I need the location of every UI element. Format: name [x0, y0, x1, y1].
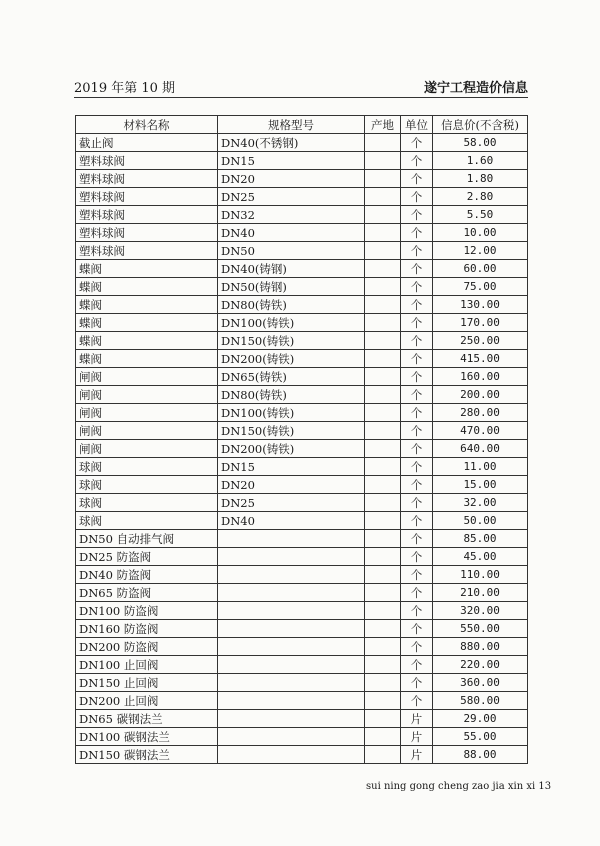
col-header-price: 信息价(不含税) [433, 116, 528, 134]
table-row [76, 332, 528, 350]
cell-price: 220.00 [433, 656, 528, 674]
cell-price: 550.00 [433, 620, 528, 638]
cell-unit: 个 [401, 188, 433, 206]
cell-name: 球阀 [76, 494, 218, 512]
cell-price: 29.00 [433, 710, 528, 728]
cell-spec: DN200(铸铁) [218, 350, 365, 368]
cell-price: 10.00 [433, 224, 528, 242]
cell-origin [365, 476, 401, 494]
cell-spec: DN50 [218, 242, 365, 260]
cell-spec: DN32 [218, 206, 365, 224]
cell-origin [365, 134, 401, 152]
cell-price: 250.00 [433, 332, 528, 350]
cell-unit: 个 [401, 152, 433, 170]
cell-origin [365, 188, 401, 206]
cell-spec [218, 710, 365, 728]
table-row [76, 188, 528, 206]
cell-price: 110.00 [433, 566, 528, 584]
cell-origin [365, 170, 401, 188]
cell-spec: DN150(铸铁) [218, 422, 365, 440]
cell-unit: 个 [401, 512, 433, 530]
table-row [76, 206, 528, 224]
cell-price: 200.00 [433, 386, 528, 404]
cell-price: 15.00 [433, 476, 528, 494]
cell-unit: 个 [401, 692, 433, 710]
cell-price: 58.00 [433, 134, 528, 152]
table-row [76, 386, 528, 404]
cell-name: 塑料球阀 [76, 242, 218, 260]
cell-name: 蝶阀 [76, 314, 218, 332]
table-row [76, 314, 528, 332]
cell-unit: 个 [401, 602, 433, 620]
cell-price: 45.00 [433, 548, 528, 566]
cell-unit: 个 [401, 134, 433, 152]
cell-unit: 个 [401, 620, 433, 638]
cell-origin [365, 548, 401, 566]
table-row [76, 530, 528, 548]
cell-name: 球阀 [76, 458, 218, 476]
cell-name: DN65 碳钢法兰 [76, 710, 218, 728]
cell-origin [365, 368, 401, 386]
cell-origin [365, 422, 401, 440]
cell-spec [218, 602, 365, 620]
cell-spec: DN65(铸铁) [218, 368, 365, 386]
cell-name: DN50 自动排气阀 [76, 530, 218, 548]
cell-spec [218, 638, 365, 656]
cell-unit: 个 [401, 584, 433, 602]
cell-origin [365, 260, 401, 278]
cell-unit: 个 [401, 674, 433, 692]
cell-spec [218, 620, 365, 638]
cell-unit: 个 [401, 350, 433, 368]
col-header-unit: 单位 [401, 116, 433, 134]
cell-price: 75.00 [433, 278, 528, 296]
cell-unit: 个 [401, 224, 433, 242]
cell-unit: 片 [401, 728, 433, 746]
table-row [76, 440, 528, 458]
cell-origin [365, 404, 401, 422]
cell-price: 5.50 [433, 206, 528, 224]
cell-spec: DN40 [218, 512, 365, 530]
table-row [76, 746, 528, 764]
cell-name: 塑料球阀 [76, 206, 218, 224]
table-row [76, 134, 528, 152]
cell-name: DN200 止回阀 [76, 692, 218, 710]
cell-origin [365, 710, 401, 728]
cell-name: 塑料球阀 [76, 170, 218, 188]
issue-label: 2019 年第 10 期 [74, 81, 176, 96]
cell-origin [365, 278, 401, 296]
cell-name: 蝶阀 [76, 296, 218, 314]
cell-price: 12.00 [433, 242, 528, 260]
table-row [76, 638, 528, 656]
cell-price: 160.00 [433, 368, 528, 386]
cell-price: 470.00 [433, 422, 528, 440]
cell-spec: DN25 [218, 494, 365, 512]
table-row [76, 260, 528, 278]
cell-name: 蝶阀 [76, 260, 218, 278]
cell-name: DN25 防盗阀 [76, 548, 218, 566]
table-row [76, 656, 528, 674]
cell-name: 蝶阀 [76, 278, 218, 296]
cell-spec: DN40 [218, 224, 365, 242]
cell-price: 50.00 [433, 512, 528, 530]
cell-unit: 个 [401, 530, 433, 548]
cell-name: DN150 止回阀 [76, 674, 218, 692]
cell-name: DN65 防盗阀 [76, 584, 218, 602]
table-row [76, 242, 528, 260]
cell-spec [218, 548, 365, 566]
cell-price: 640.00 [433, 440, 528, 458]
cell-origin [365, 296, 401, 314]
cell-unit: 个 [401, 296, 433, 314]
cell-name: 闸阀 [76, 440, 218, 458]
cell-price: 2.80 [433, 188, 528, 206]
table-row [76, 566, 528, 584]
cell-origin [365, 584, 401, 602]
cell-price: 55.00 [433, 728, 528, 746]
cell-origin [365, 512, 401, 530]
cell-spec: DN80(铸铁) [218, 296, 365, 314]
cell-spec [218, 692, 365, 710]
cell-spec [218, 728, 365, 746]
cell-name: 闸阀 [76, 422, 218, 440]
table-row [76, 512, 528, 530]
cell-origin [365, 692, 401, 710]
table-row [76, 602, 528, 620]
cell-unit: 个 [401, 368, 433, 386]
cell-price: 880.00 [433, 638, 528, 656]
cell-spec [218, 674, 365, 692]
cell-origin [365, 224, 401, 242]
cell-unit: 个 [401, 332, 433, 350]
cell-price: 88.00 [433, 746, 528, 764]
cell-name: DN100 止回阀 [76, 656, 218, 674]
cell-name: DN40 防盗阀 [76, 566, 218, 584]
cell-spec: DN40(不锈钢) [218, 134, 365, 152]
price-table [75, 115, 528, 764]
cell-price: 11.00 [433, 458, 528, 476]
cell-origin [365, 566, 401, 584]
cell-origin [365, 530, 401, 548]
cell-name: 球阀 [76, 476, 218, 494]
table-row [76, 494, 528, 512]
cell-unit: 个 [401, 422, 433, 440]
publication-title: 遂宁工程造价信息 [423, 81, 528, 96]
cell-spec: DN100(铸铁) [218, 314, 365, 332]
cell-origin [365, 206, 401, 224]
cell-name: 塑料球阀 [76, 224, 218, 242]
table-row [76, 674, 528, 692]
cell-unit: 个 [401, 566, 433, 584]
cell-spec: DN15 [218, 458, 365, 476]
cell-unit: 个 [401, 494, 433, 512]
cell-unit: 个 [401, 476, 433, 494]
cell-origin [365, 602, 401, 620]
cell-unit: 个 [401, 404, 433, 422]
cell-price: 360.00 [433, 674, 528, 692]
cell-price: 60.00 [433, 260, 528, 278]
cell-name: DN160 防盗阀 [76, 620, 218, 638]
cell-spec [218, 656, 365, 674]
cell-unit: 个 [401, 386, 433, 404]
cell-name: 塑料球阀 [76, 188, 218, 206]
cell-origin [365, 350, 401, 368]
cell-origin [365, 386, 401, 404]
table-header-row [76, 116, 528, 134]
cell-spec: DN20 [218, 476, 365, 494]
cell-spec: DN150(铸铁) [218, 332, 365, 350]
page-footer: sui ning gong cheng zao jia xin xi 13 [366, 781, 552, 792]
cell-name: DN150 碳钢法兰 [76, 746, 218, 764]
cell-spec: DN80(铸铁) [218, 386, 365, 404]
table-row [76, 476, 528, 494]
cell-name: 蝶阀 [76, 350, 218, 368]
table-row [76, 548, 528, 566]
cell-name: DN200 防盗阀 [76, 638, 218, 656]
cell-price: 280.00 [433, 404, 528, 422]
cell-unit: 个 [401, 548, 433, 566]
cell-unit: 个 [401, 278, 433, 296]
table-row [76, 458, 528, 476]
table-row [76, 170, 528, 188]
header-divider [74, 97, 528, 98]
cell-price: 130.00 [433, 296, 528, 314]
table-row [76, 710, 528, 728]
cell-name: 蝶阀 [76, 332, 218, 350]
cell-price: 170.00 [433, 314, 528, 332]
cell-price: 1.80 [433, 170, 528, 188]
table-row [76, 224, 528, 242]
cell-unit: 个 [401, 242, 433, 260]
table-row [76, 152, 528, 170]
cell-spec [218, 530, 365, 548]
cell-unit: 片 [401, 710, 433, 728]
table-row [76, 620, 528, 638]
cell-price: 85.00 [433, 530, 528, 548]
cell-name: 截止阀 [76, 134, 218, 152]
table-row [76, 350, 528, 368]
cell-origin [365, 620, 401, 638]
col-header-origin: 产地 [365, 116, 401, 134]
table-row [76, 368, 528, 386]
cell-spec: DN40(铸钢) [218, 260, 365, 278]
cell-unit: 个 [401, 458, 433, 476]
cell-origin [365, 494, 401, 512]
cell-unit: 个 [401, 260, 433, 278]
cell-unit: 片 [401, 746, 433, 764]
cell-spec [218, 566, 365, 584]
cell-spec [218, 746, 365, 764]
cell-name: 闸阀 [76, 404, 218, 422]
cell-unit: 个 [401, 638, 433, 656]
table-row [76, 584, 528, 602]
cell-unit: 个 [401, 206, 433, 224]
cell-origin [365, 440, 401, 458]
cell-name: 塑料球阀 [76, 152, 218, 170]
cell-origin [365, 314, 401, 332]
cell-origin [365, 638, 401, 656]
cell-spec: DN100(铸铁) [218, 404, 365, 422]
cell-spec: DN20 [218, 170, 365, 188]
cell-origin [365, 332, 401, 350]
cell-spec: DN15 [218, 152, 365, 170]
cell-origin [365, 458, 401, 476]
cell-spec [218, 584, 365, 602]
cell-name: 球阀 [76, 512, 218, 530]
table-row [76, 692, 528, 710]
cell-origin [365, 152, 401, 170]
cell-origin [365, 746, 401, 764]
cell-name: DN100 防盗阀 [76, 602, 218, 620]
table-row [76, 296, 528, 314]
cell-origin [365, 242, 401, 260]
cell-origin [365, 728, 401, 746]
col-header-spec: 规格型号 [218, 116, 365, 134]
cell-spec: DN25 [218, 188, 365, 206]
cell-price: 415.00 [433, 350, 528, 368]
cell-price: 580.00 [433, 692, 528, 710]
cell-name: 闸阀 [76, 386, 218, 404]
table-row [76, 404, 528, 422]
table-row [76, 422, 528, 440]
cell-price: 32.00 [433, 494, 528, 512]
cell-origin [365, 674, 401, 692]
cell-spec: DN200(铸铁) [218, 440, 365, 458]
cell-origin [365, 656, 401, 674]
cell-unit: 个 [401, 440, 433, 458]
table-row [76, 728, 528, 746]
table-row [76, 278, 528, 296]
cell-unit: 个 [401, 314, 433, 332]
cell-price: 320.00 [433, 602, 528, 620]
cell-name: 闸阀 [76, 368, 218, 386]
cell-spec: DN50(铸钢) [218, 278, 365, 296]
cell-unit: 个 [401, 656, 433, 674]
col-header-name: 材料名称 [76, 116, 218, 134]
cell-name: DN100 碳钢法兰 [76, 728, 218, 746]
cell-price: 1.60 [433, 152, 528, 170]
cell-price: 210.00 [433, 584, 528, 602]
cell-unit: 个 [401, 170, 433, 188]
